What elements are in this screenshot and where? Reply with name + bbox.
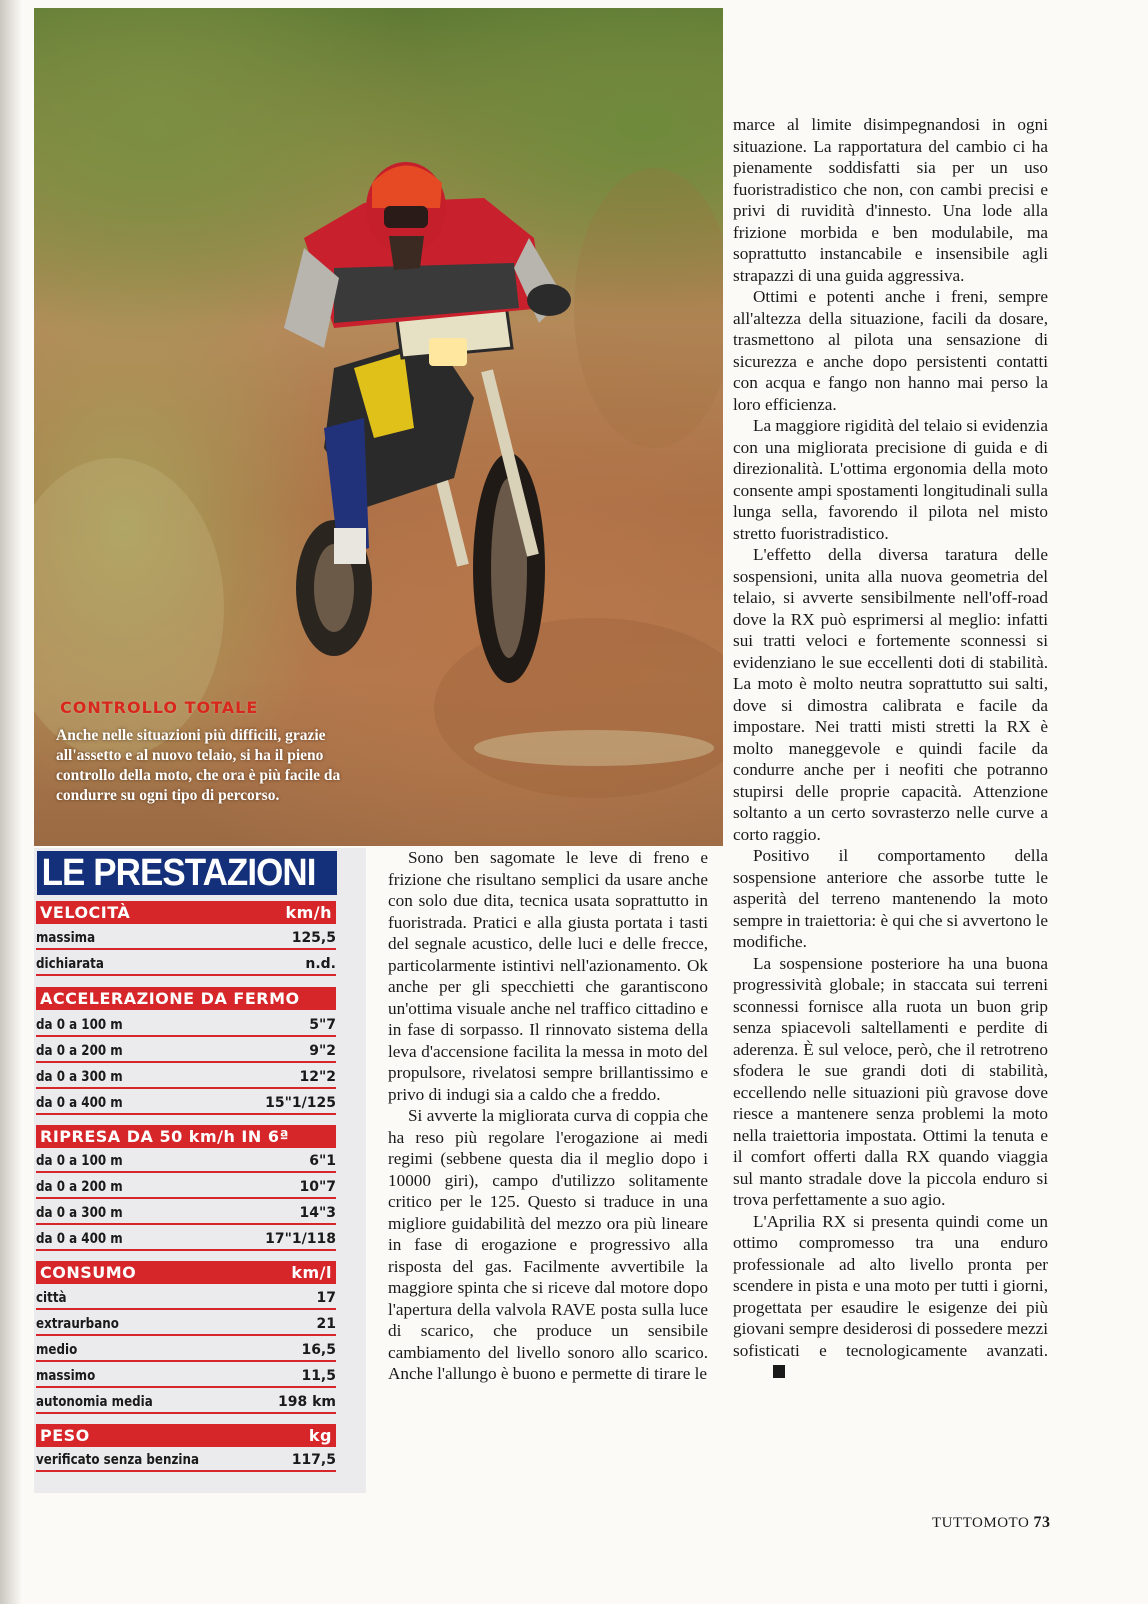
section-peso bbox=[36, 1424, 336, 1447]
page-footer bbox=[932, 1514, 1051, 1532]
table-row bbox=[36, 1013, 336, 1037]
paragraph: L'effetto della diversa taratura delle sospensioni, unita alla nuova geometria del telaio, si avverte sensibilmente nell'off-road dove la RX può esprimersi al meglio: infatti sui tratti veloci e fortemente sconnessi si evidenziano le sue eccellenti doti di stabilità. La moto è molto neutra soprattutto sui salti, dove si dimostra calibrata e facile da impostare. Nei tratti misti stretti la RX è molto maneggevole e quindi facile da condurre anche per i neofiti che potranno stupirsi delle proprie capacità. Attenzione soltanto a un certo sovrasterzo nelle curve a corto raggio. bbox=[733, 545, 1048, 844]
page-gutter bbox=[0, 0, 22, 1604]
row-label: da 0 a 100 m bbox=[36, 1153, 123, 1169]
row-value: 14"3 bbox=[299, 1205, 336, 1221]
page-number: 73 bbox=[1033, 1514, 1051, 1531]
row-value: 10"7 bbox=[299, 1179, 336, 1195]
row-value: 5"7 bbox=[309, 1017, 336, 1033]
performance-title: LE PRESTAZIONI bbox=[37, 851, 315, 895]
last-paragraph bbox=[733, 1211, 1048, 1383]
table-row bbox=[36, 1286, 336, 1310]
row-label: città bbox=[36, 1290, 67, 1306]
paragraph: La maggiore rigidità del telaio si evidenzia con una migliorata precisione di guida e di direzionalità. L'ottima ergonomia della moto consente ampi spostamenti longitudinali sulla lunga sella, favorendo il pilota nel misto stretto fuoristradistico. bbox=[733, 416, 1048, 543]
section-name: CONSUMO bbox=[40, 1263, 137, 1282]
section-name: PESO bbox=[40, 1426, 90, 1445]
row-label: da 0 a 400 m bbox=[36, 1231, 123, 1247]
row-value: 17"1/118 bbox=[265, 1231, 336, 1247]
paragraph: La sospensione posteriore ha una buona progressività globale; in staccata sui terreni sconnessi fornisce alla ruota un buon grip senza spiacevoli saltellamenti e perdite di aderenza. È sul veloce, però, che il retrotreno sfodera le sue grandi doti di stabilità, eccellendo nelle situazioni più gravose dove riesce a mantenere senza problemi la moto nella traiettoria impostata. Ottimi la tenuta e il comfort offerti dalla RX quando viaggia sul manto stradale dove la piccola enduro si trova perfettamente a suo agio. bbox=[733, 953, 1048, 1209]
section-accelerazione bbox=[36, 987, 336, 1010]
section-unit: km/h bbox=[285, 903, 332, 922]
row-label: da 0 a 100 m bbox=[36, 1017, 123, 1033]
row-label: verificato senza benzina bbox=[36, 1452, 199, 1468]
table-row bbox=[36, 1175, 336, 1199]
row-value: 125,5 bbox=[291, 930, 336, 946]
table-row bbox=[36, 1149, 336, 1173]
row-label: da 0 a 400 m bbox=[36, 1095, 123, 1111]
paragraph: marce al limite disimpegnandosi in ogni situazione. La rapportatura del cambio ci ha pienamente soddisfatti sia per un uso fuoristradistico che non, con cambi precisi e privi di ruvidità d'innesto. Una lode alla frizione morbida e ben modulabile, ma soprattutto instancabile e insensibile agli strapazzi di una guida aggressiva. bbox=[733, 115, 1048, 285]
row-value: 11,5 bbox=[301, 1368, 336, 1384]
section-ripresa bbox=[36, 1125, 336, 1148]
row-value: 117,5 bbox=[291, 1452, 336, 1468]
table-row bbox=[36, 926, 336, 950]
row-label: autonomia media bbox=[36, 1394, 153, 1410]
row-value: 198 km bbox=[278, 1394, 336, 1410]
article-column-middle bbox=[388, 847, 708, 1385]
section-consumo bbox=[36, 1261, 336, 1284]
row-value: 12"2 bbox=[299, 1069, 336, 1085]
table-row bbox=[36, 1312, 336, 1336]
paragraph: Si avverte la migliorata curva di coppia che ha reso più regolare l'erogazione ai medi regimi (sebbene questa dia il meglio dopo i 10000 giri), campo d'utilizzo solitamente critico per le 125. Questo si traduce in una migliore guidabilità del mezzo ora più lineare in fase di erogazione e progressivo alla risposta del gas. Facilmente avvertibile la maggiore spinta che si riceve dal motore dopo l'apertura della valvola RAVE posta sulla luce di scarico, che produce un sensibile cambiamento del livello sonoro allo scarico. Anche l'allungo è buono e permette di tirare le bbox=[388, 1106, 708, 1383]
section-name: RIPRESA DA 50 km/h IN 6ª bbox=[40, 1127, 289, 1146]
paragraph: Ottimi e potenti anche i freni, sempre all'altezza della situazione, facili da dosare, trasmettono al pilota una sensazione di sicurezza e anche dopo persistenti contatti con acqua e fango non hanno mai perso la loro efficienza. bbox=[733, 287, 1048, 414]
table-row bbox=[36, 1364, 336, 1388]
table-row bbox=[36, 1091, 336, 1115]
row-value: 16,5 bbox=[301, 1342, 336, 1358]
table-row bbox=[36, 1039, 336, 1063]
table-row bbox=[36, 1227, 336, 1251]
paragraph: Sono ben sagomate le leve di freno e frizione che risultano semplici da usare anche con solo due dita, tecnica usata soprattutto in fuoristrada. Pratici e alla giusta portata i tasti del segnale acustico, delle luci e delle frecce, particolarmente istintivi nell'azionamento. Ok anche per gli specchietti che garantiscono un'ottima visuale anche nel traffico cittadino e in fase di sorpasso. Il rinnovato sistema della leva d'accensione facilita la messa in moto del propulsore, rivelatosi sempre brillantissimo e privo di indugi sia a caldo che a freddo. bbox=[388, 848, 708, 1104]
row-label: da 0 a 200 m bbox=[36, 1043, 123, 1059]
row-value: 6"1 bbox=[309, 1153, 336, 1169]
row-value: n.d. bbox=[305, 956, 336, 972]
section-name: VELOCITÀ bbox=[40, 903, 131, 922]
row-label: da 0 a 300 m bbox=[36, 1205, 123, 1221]
row-label: extraurbano bbox=[36, 1316, 119, 1332]
row-label: da 0 a 300 m bbox=[36, 1069, 123, 1085]
table-row bbox=[36, 1448, 336, 1472]
section-unit: km/l bbox=[291, 1263, 332, 1282]
magazine-name: TUTTOMOTO bbox=[932, 1515, 1030, 1531]
table-row bbox=[36, 1065, 336, 1089]
end-of-article-icon bbox=[773, 1365, 785, 1378]
motorcycle-photo bbox=[34, 8, 723, 846]
row-label: massimo bbox=[36, 1368, 96, 1384]
article-column-right bbox=[733, 114, 1048, 1383]
table-row bbox=[36, 1338, 336, 1362]
row-label: da 0 a 200 m bbox=[36, 1179, 123, 1195]
photo-caption bbox=[56, 698, 386, 806]
section-unit: kg bbox=[308, 1426, 332, 1445]
table-row bbox=[36, 1390, 336, 1414]
table-row bbox=[36, 952, 336, 976]
table-row bbox=[36, 1201, 336, 1225]
row-value: 17 bbox=[316, 1290, 336, 1306]
row-value: 21 bbox=[316, 1316, 336, 1332]
row-label: dichiarata bbox=[36, 956, 104, 972]
paragraph: Positivo il comportamento della sospensione anteriore che assorbe tutte le asperità del terreno mantenendo la moto sempre in traiettoria: è qui che si avvertono le modifiche. bbox=[733, 846, 1048, 951]
row-value: 9"2 bbox=[309, 1043, 336, 1059]
section-velocita bbox=[36, 901, 336, 924]
row-label: massima bbox=[36, 930, 96, 946]
section-name: ACCELERAZIONE DA FERMO bbox=[40, 989, 300, 1008]
caption-text: Anche nelle situazioni più difficili, grazie all'assetto e al nuovo telaio, si ha il pieno controllo della moto, che ora è più facile da condurre su ogni tipo di percorso. bbox=[56, 727, 341, 804]
row-value: 15"1/125 bbox=[265, 1095, 336, 1111]
row-label: medio bbox=[36, 1342, 78, 1358]
caption-title: CONTROLLO TOTALE bbox=[60, 698, 259, 717]
paragraph-text: L'Aprilia RX si presenta quindi come un ottimo compromesso tra una enduro professionale ad alto livello pronta per scendere in pista e una moto per tutti i giorni, progettata per esaudire le esigenze dei più giovani sempre desiderosi di possedere mezzi sofisticati e tecnologicamente avanzati. bbox=[733, 1211, 1048, 1360]
performance-table bbox=[34, 848, 366, 1493]
